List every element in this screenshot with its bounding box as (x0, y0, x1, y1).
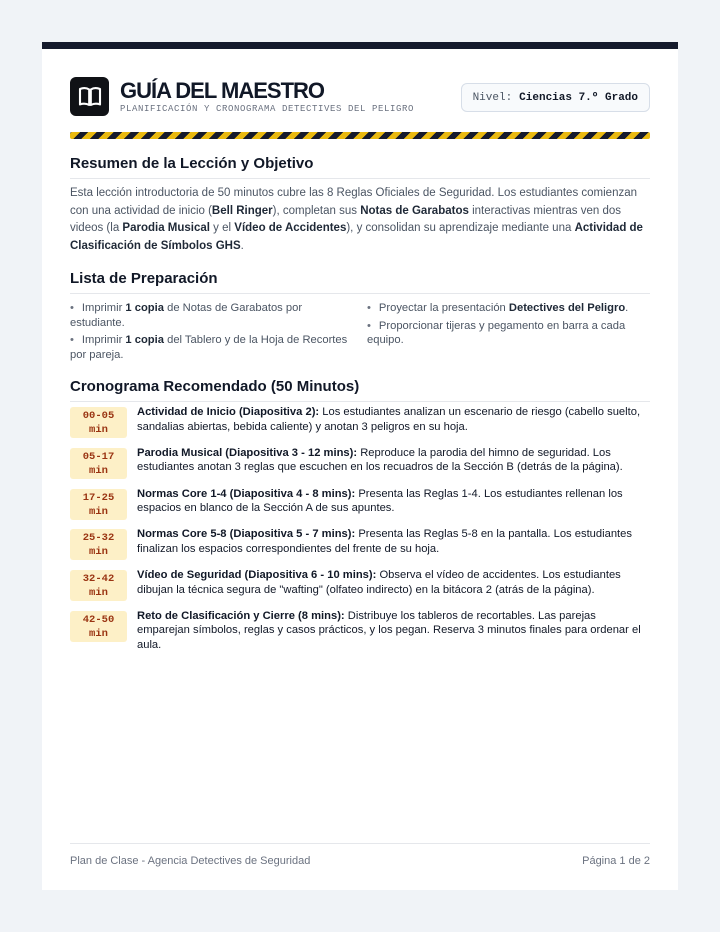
time-range-badge: 05-17 min (70, 448, 127, 479)
schedule-row (70, 487, 650, 528)
schedule-description: Vídeo de Seguridad (Diapositiva 6 - 10 mins): Observa el vídeo de accidentes. Los estudiantes dibujan la técnica segura de "wafting" (olfateo indirecto) en la bitácora 2 (atrás de la página). (137, 569, 621, 596)
footer-doc-title: Plan de Clase - Agencia Detectives de Seguridad (70, 855, 311, 867)
time-range-badge: 25-32 min (70, 529, 127, 560)
prep-item: • Proporcionar tijeras y pegamento en barra a cada equipo. (367, 319, 649, 348)
document-page (42, 42, 678, 890)
level-value: Ciencias 7.º Grado (519, 91, 638, 104)
time-range-badge: 32-42 min (70, 570, 127, 601)
page-number: Página 1 de 2 (582, 855, 650, 867)
prep-list-left (70, 301, 352, 365)
schedule-row (70, 527, 650, 568)
level-label: Nivel: (472, 91, 513, 104)
time-range-badge: 17-25 min (70, 489, 127, 520)
open-book-icon (70, 77, 109, 116)
grade-level-badge (461, 83, 650, 112)
prep-list-right (367, 301, 649, 351)
schedule-description: Normas Core 1-4 (Diapositiva 4 - 8 mins): Presenta las Reglas 1-4. Los estudiantes rellenan los espacios en blanco de la Sección A de sus apuntes. (137, 487, 623, 515)
schedule-description: Actividad de Inicio (Diapositiva 2): Los estudiantes analizan un escenario de riesgo (cabello suelto, sandalias abiertas, bebida caliente) y anotan 3 peligros en su hoja. (137, 406, 641, 433)
prep-heading: Lista de Preparación (70, 270, 650, 294)
page-header (70, 77, 650, 117)
page-footer (70, 843, 650, 867)
schedule-row (70, 446, 650, 487)
summary-paragraph: Esta lección introductoria de 50 minutos cubre las 8 Reglas Oficiales de Seguridad. Los estudiantes comienzan con una actividad de inicio (Bell Ringer), completan sus Notas de Garabatos interactivas mientras ven dos videos (la Parodia Musical y el Vídeo de Accidentes), y consolidan su aprendizaje mediante una Actividad de Clasificación de Símbolos GHS. (70, 187, 643, 252)
schedule-heading: Cronograma Recomendado (50 Minutos) (70, 378, 650, 402)
time-range-badge: 42-50 min (70, 611, 127, 642)
schedule-row (70, 405, 650, 446)
page-subtitle: PLANIFICACIÓN Y CRONOGRAMA DETECTIVES DEL PELIGRO (120, 104, 415, 114)
schedule-row (70, 568, 650, 609)
schedule-description: Parodia Musical (Diapositiva 3 - 12 mins): Reproduce la parodia del himno de seguridad. Los estudiantes anotan 3 reglas que escuchen en los recuadros de la Sección B (detrás de la página). (137, 446, 623, 474)
schedule-description: Normas Core 5-8 (Diapositiva 5 - 7 mins): Presenta las Reglas 5-8 en la pantalla. Los estudiantes finalizan los espacios correspondientes del frente de su hoja. (137, 528, 632, 555)
schedule-row (70, 609, 650, 650)
prep-item: • Proyectar la presentación Detectives del Peligro. (367, 301, 649, 316)
time-range-badge: 00-05 min (70, 407, 127, 438)
summary-heading: Resumen de la Lección y Objetivo (70, 155, 650, 179)
prep-item: • Imprimir 1 copia del Tablero y de la Hoja de Recortes por pareja. (70, 333, 352, 362)
prep-item: • Imprimir 1 copia de Notas de Garabatos por estudiante. (70, 301, 352, 330)
schedule-list (70, 405, 650, 650)
hazard-stripe-divider (70, 132, 650, 139)
page-title: GUÍA DEL MAESTRO (120, 78, 325, 103)
schedule-description: Reto de Clasificación y Cierre (8 mins): Distribuye los tableros de recortables. Las parejas emparejan símbolos, reglas y casos prácticos, y los pegan. Reserva 3 minutos finales para ordenar el aula. (137, 609, 641, 651)
